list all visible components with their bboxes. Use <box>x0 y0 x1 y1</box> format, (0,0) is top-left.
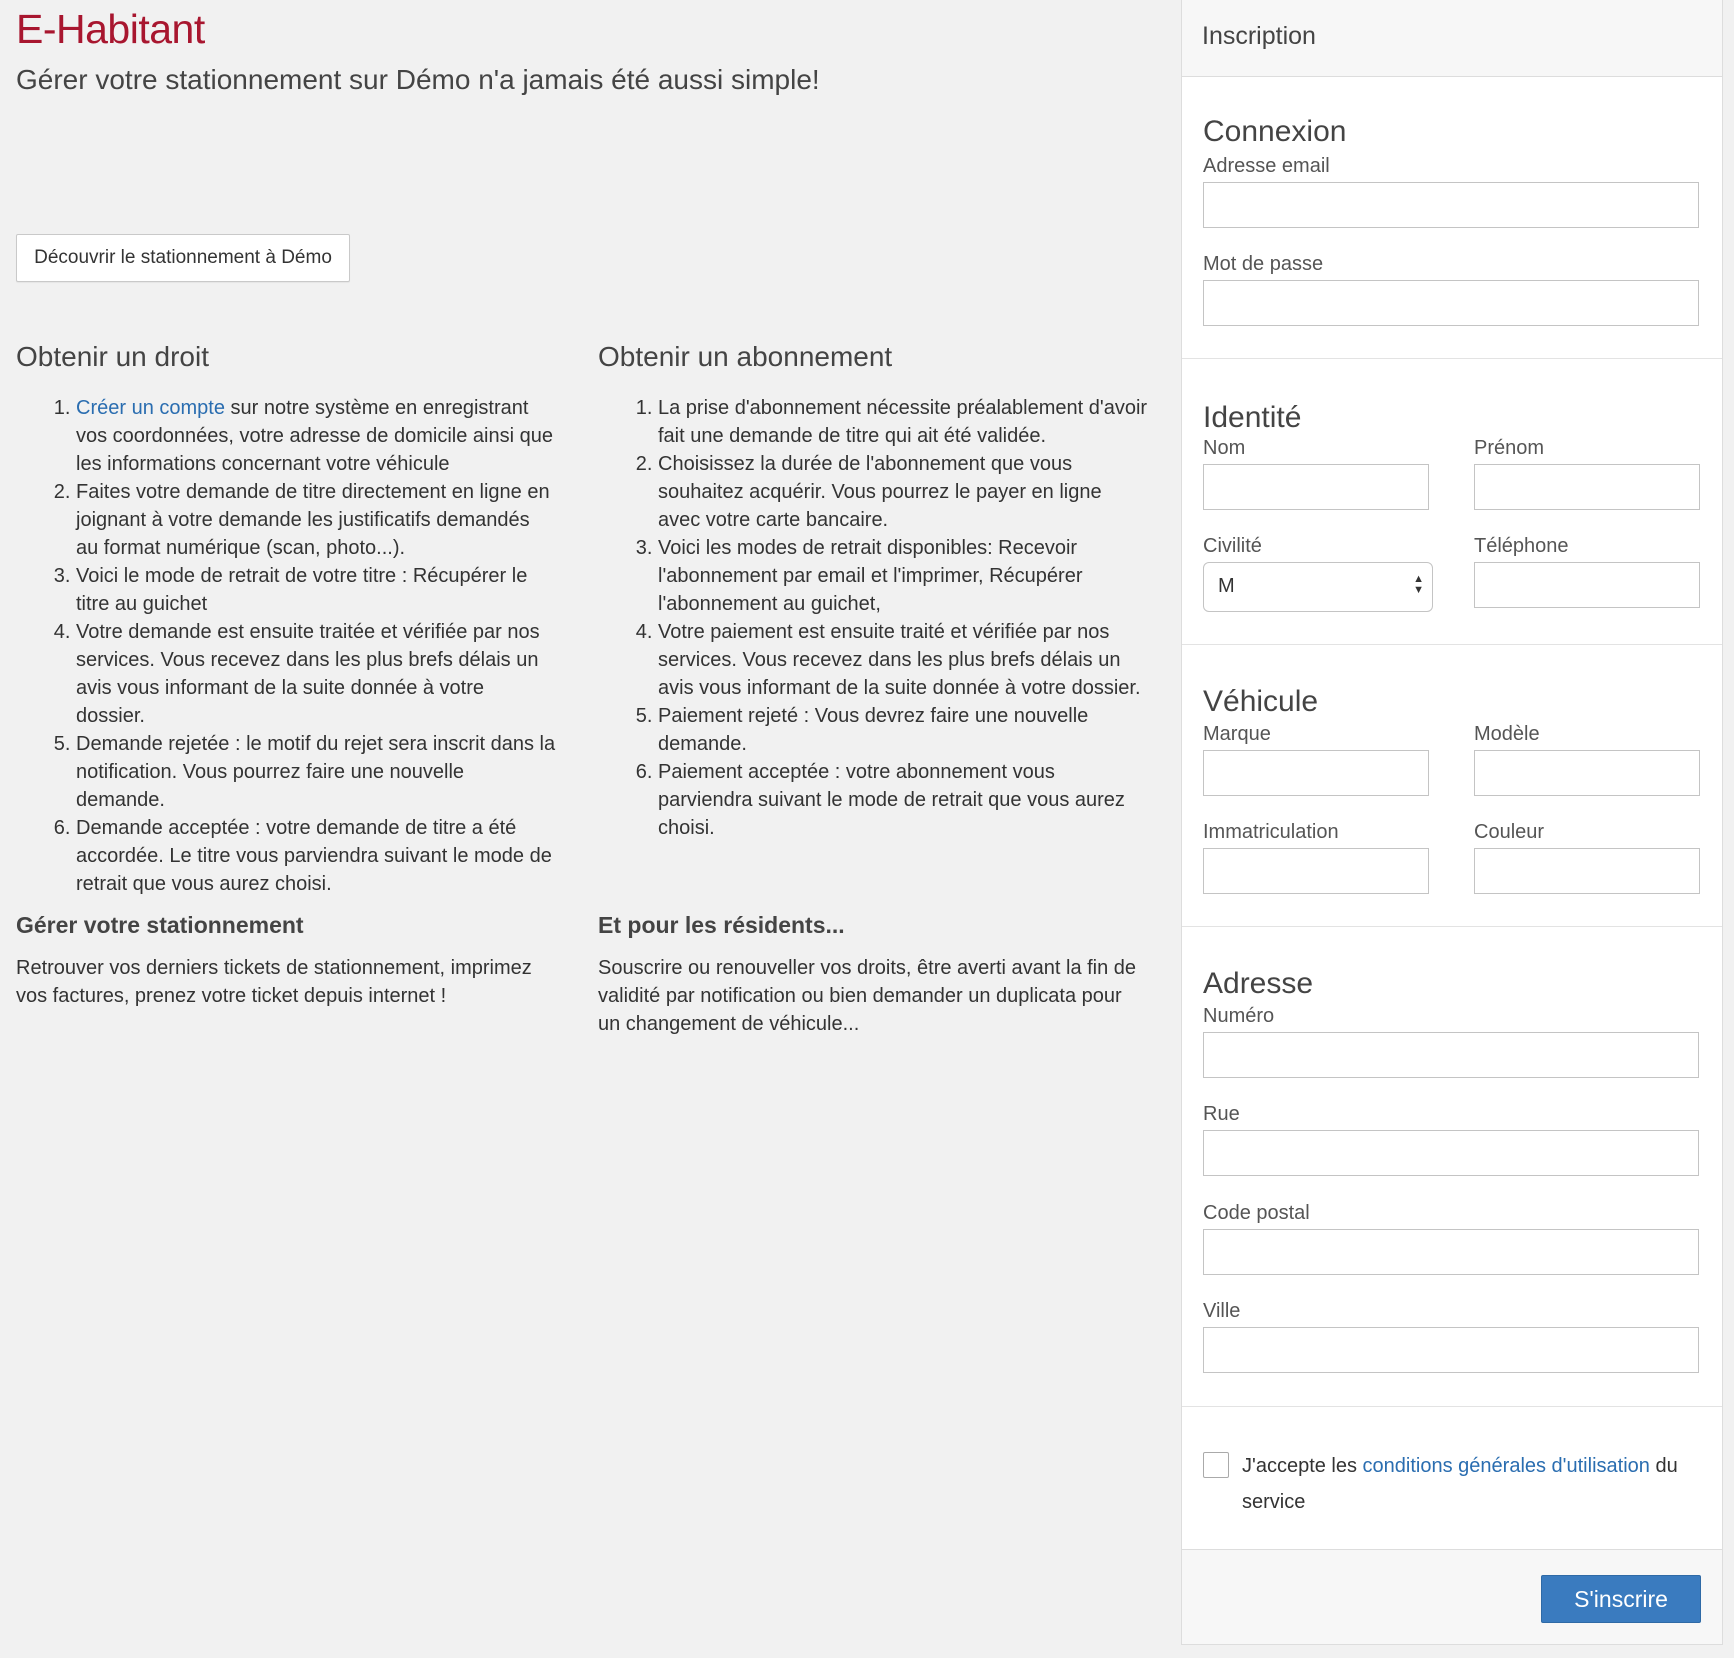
droit-steps-list <box>16 394 556 898</box>
residents-section <box>598 910 1148 1038</box>
form-footer <box>1182 1549 1722 1644</box>
connexion-title: Connexion <box>1203 115 1347 148</box>
list-item <box>76 394 556 478</box>
gerer-text: Retrouver vos derniers tickets de stationnement, imprimez vos factures, prenez votre ticket depuis internet ! <box>16 957 532 1007</box>
vehicule-section <box>1182 645 1722 927</box>
prenom-label: Prénom <box>1474 437 1545 459</box>
list-item: 1. La prise d'abonnement nécessite préalablement d'avoir fait une demande de titre qui ait été validée. <box>658 394 1148 450</box>
list-item: 4. Votre paiement est ensuite traité et vérifiée par nos services. Vous recevez dans les plus brefs délais un avis vous informant de la suite donnée à votre dossier. <box>658 618 1148 702</box>
modele-label: Modèle <box>1474 723 1540 745</box>
droit-section <box>16 340 556 898</box>
discover-button[interactable]: Découvrir le stationnement à Démo <box>16 234 350 282</box>
terms-checkbox[interactable] <box>1203 1452 1229 1478</box>
connexion-section <box>1182 77 1722 359</box>
abonnement-section <box>598 340 1148 842</box>
ville-field[interactable] <box>1203 1327 1699 1373</box>
droit-title: Obtenir un droit <box>16 341 209 372</box>
terms-suffix: du service <box>1242 1455 1678 1513</box>
numero-label: Numéro <box>1203 1005 1275 1027</box>
terms-link[interactable]: conditions générales d'utilisation <box>1362 1455 1650 1477</box>
civilite-label: Civilité <box>1203 535 1262 557</box>
select-arrows-icon: ▲ ▼ <box>1413 573 1424 596</box>
password-field[interactable] <box>1203 280 1699 326</box>
rue-label: Rue <box>1203 1103 1240 1125</box>
list-item: 2. Faites votre demande de titre directement en ligne en joignant à votre demande les justificatifs demandés au format numérique (scan, photo...). <box>76 478 556 562</box>
gerer-section <box>16 910 556 1010</box>
civilite-select[interactable] <box>1203 562 1433 612</box>
rue-field[interactable] <box>1203 1130 1699 1176</box>
list-item: 6. Paiement acceptée : votre abonnement vous parviendra suivant le mode de retrait que vous aurez choisi. <box>658 758 1148 842</box>
adresse-section <box>1182 927 1722 1407</box>
registration-panel <box>1181 0 1723 1645</box>
nom-label: Nom <box>1203 437 1246 459</box>
marque-field[interactable] <box>1203 750 1429 796</box>
signup-button[interactable]: S'inscrire <box>1541 1575 1701 1623</box>
abonnement-steps-list <box>598 394 1148 842</box>
list-item-text: sur notre système en enregistrant vos coordonnées, votre adresse de domicile ainsi que les informations concernant votre véhicule <box>76 397 553 475</box>
code-postal-label: Code postal <box>1203 1202 1310 1224</box>
identite-section <box>1182 359 1722 645</box>
email-label: Adresse email <box>1203 155 1330 177</box>
abonnement-title: Obtenir un abonnement <box>598 341 893 372</box>
marque-label: Marque <box>1203 723 1271 745</box>
telephone-label: Téléphone <box>1474 535 1569 557</box>
civilite-value: M <box>1218 575 1235 597</box>
gerer-title: Gérer votre stationnement <box>16 912 304 938</box>
code-postal-field[interactable] <box>1203 1229 1699 1275</box>
couleur-field[interactable] <box>1474 848 1700 894</box>
panel-header <box>1182 0 1722 77</box>
prenom-field[interactable] <box>1474 464 1700 510</box>
create-account-link[interactable]: Créer un compte <box>76 397 225 419</box>
adresse-title: Adresse <box>1203 967 1314 1000</box>
terms-prefix: J'accepte les <box>1242 1455 1363 1477</box>
vehicule-title: Véhicule <box>1203 685 1319 718</box>
modele-field[interactable] <box>1474 750 1700 796</box>
list-item: 5. Demande rejetée : le motif du rejet sera inscrit dans la notification. Vous pourrez faire une nouvelle demande. <box>76 730 556 814</box>
residents-text: Souscrire ou renouveller vos droits, être averti avant la fin de validité par notification ou bien demander un duplicata pour un changement de véhicule... <box>598 957 1137 1035</box>
app-title: E-Habitant <box>16 6 205 52</box>
nom-field[interactable] <box>1203 464 1429 510</box>
email-field[interactable] <box>1203 182 1699 228</box>
residents-title: Et pour les résidents... <box>598 912 845 938</box>
list-item: 3. Voici le mode de retrait de votre titre : Récupérer le titre au guichet <box>76 562 556 618</box>
tagline: Gérer votre stationnement sur Démo n'a jamais été aussi simple! <box>16 64 820 95</box>
immatriculation-label: Immatriculation <box>1203 821 1339 843</box>
telephone-field[interactable] <box>1474 562 1700 608</box>
list-item: 5. Paiement rejeté : Vous devrez faire une nouvelle demande. <box>658 702 1148 758</box>
numero-field[interactable] <box>1203 1032 1699 1078</box>
couleur-label: Couleur <box>1474 821 1545 843</box>
panel-title: Inscription <box>1202 22 1316 50</box>
list-item: 4. Votre demande est ensuite traitée et vérifiée par nos services. Vous recevez dans les plus brefs délais un avis vous informant de la suite donnée à votre dossier. <box>76 618 556 730</box>
terms-text <box>1242 1448 1702 1520</box>
identite-title: Identité <box>1203 401 1302 434</box>
password-label: Mot de passe <box>1203 253 1324 275</box>
ville-label: Ville <box>1203 1300 1241 1322</box>
immatriculation-field[interactable] <box>1203 848 1429 894</box>
list-item: 2. Choisissez la durée de l'abonnement que vous souhaitez acquérir. Vous pourrez le payer en ligne avec votre carte bancaire. <box>658 450 1148 534</box>
list-item: 6. Demande acceptée : votre demande de titre a été accordée. Le titre vous parviendra suivant le mode de retrait que vous aurez choisi. <box>76 814 556 898</box>
list-item: 3. Voici les modes de retrait disponibles: Recevoir l'abonnement par email et l'imprimer, Récupérer l'abonnement au guichet, <box>658 534 1148 618</box>
